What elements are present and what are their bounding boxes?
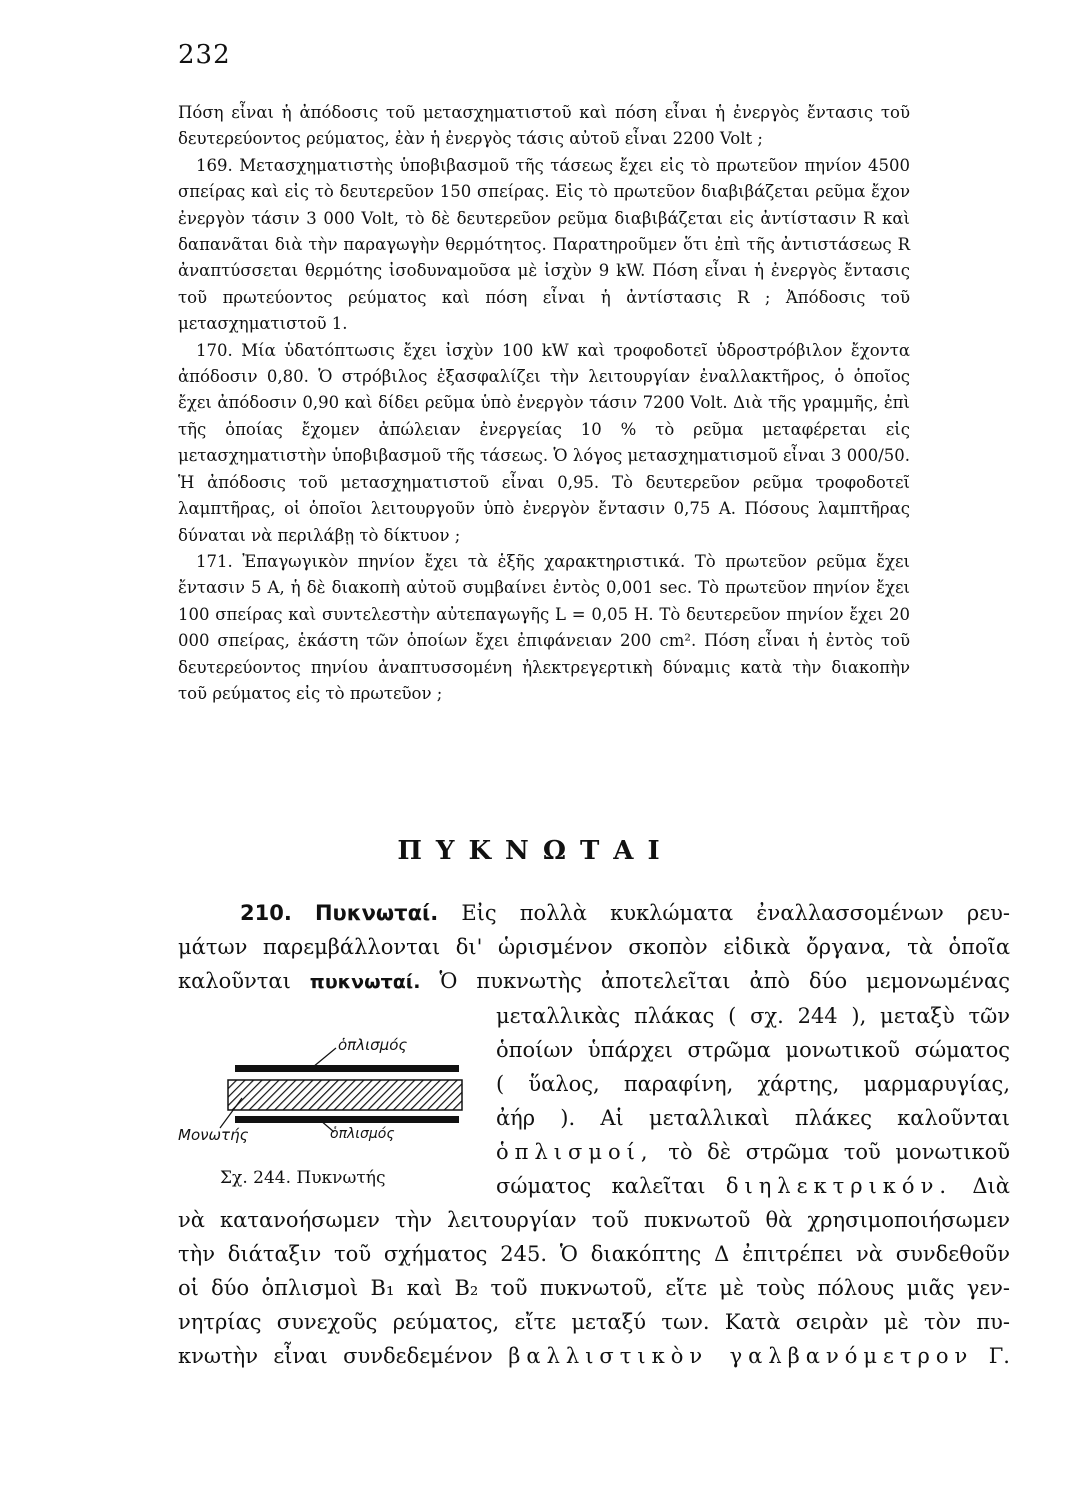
- capacitor-diagram: [178, 1036, 478, 1166]
- capacitor-plate-bottom: [235, 1116, 459, 1123]
- section-line-12: οἱ δύο ὁπλισμοὶ B₁ καὶ B₂ τοῦ πυκνωτοῦ, εἴτε μὲ τοὺς πόλους μιᾶς γεν-: [178, 1276, 1010, 1300]
- section-heading: Πυκνωταί.: [314, 901, 439, 925]
- term-galvanometer: βαλλιστικὸν γαλβανόμετρον: [508, 1344, 974, 1368]
- capacitor-plate-top: [235, 1065, 459, 1072]
- label-monotis: Μονωτής: [178, 1126, 249, 1144]
- section-line-8: ὁπλισμοί, τὸ δὲ στρῶμα τοῦ μονωτικοῦ: [496, 1140, 1010, 1164]
- section-number: 210.: [240, 901, 292, 925]
- page-number: 232: [178, 40, 231, 70]
- section-line-1: 210. Πυκνωταί. Εἰς πολλὰ κυκλώματα ἐναλλασσομένων ρευ-: [240, 901, 1011, 925]
- section-line-5: ὁποίων ὑπάρχει στρῶμα μονωτικοῦ σώματος: [496, 1038, 1010, 1062]
- exercise-170: 170. Μία ὑδατόπτωσις ἔχει ἰσχὺν 100 kW καὶ τροφοδοτεῖ ὑδροστρόβιλον ἔχοντα ἀπόδοσιν 0,80. Ὁ στρόβιλος ἐξασφαλίζει τὴν λειτουργίαν ἐναλλακτῆρος, ὁ ὁποῖος ἔχει ἀπόδοσιν 0,90 καὶ δίδει ρεῦμα ὑπὸ ἐνεργὸν τάσιν 7200 Volt. Διὰ τῆς γραμμῆς, ἐπὶ τῆς ὁποίας ἔχομεν ἀπώλειαν ἐνεργείας 10 % τὸ ρεῦμα μεταφέρεται εἰς μετασχηματιστὴν ὑποβιβασμοῦ τῆς τάσεως. Ὁ λόγος μετασχηματισμοῦ εἶναι 3 000/50. Ἡ ἀπόδοσις τοῦ μετασχηματιστοῦ εἶναι 0,95. Τὸ δευτερεῦον ρεῦμα τροφοδοτεῖ λαμπτῆρας, οἱ ὁποῖοι λειτουργοῦν ὑπὸ ἐνεργὸν ἔντασιν 0,75 A. Πόσους λαμπτῆρας δύναται νὰ περιλάβῃ τὸ δίκτυον ;: [178, 340, 910, 545]
- label-oplismos-bottom: ὁπλισμός: [330, 1126, 395, 1142]
- capacitor-figure: [178, 1036, 478, 1196]
- term-dielektrikon: διηλεκτρικόν.: [725, 1174, 953, 1198]
- section-line-2: μάτων παρεμβάλλονται δι' ὡρισμένον σκοπὸν εἰδικὰ ὄργανα, τὰ ὁποῖα: [178, 935, 1010, 959]
- exercise-168-continuation: Πόση εἶναι ἡ ἀπόδοσις τοῦ μετασχηματιστοῦ καὶ πόση εἶναι ἡ ἐνεργὸς ἔντασις τοῦ δευτερεύοντος ρεύματος, ἐὰν ἡ ἐνεργὸς τάσις αὐτοῦ εἶναι 2200 Volt ;: [178, 103, 910, 149]
- section-line-9: σώματος καλεῖται διηλεκτρικόν. Διὰ: [496, 1174, 1010, 1198]
- section-line-7: ἀήρ ). Αἱ μεταλλικαὶ πλάκες καλοῦνται: [496, 1106, 1010, 1130]
- section-line-6: ( ὕαλος, παραφίνη, χάρτης, μαρμαρυγίας,: [496, 1072, 1010, 1096]
- figure-caption: Σχ. 244. Πυκνωτής: [220, 1168, 386, 1188]
- exercises-block: [178, 100, 910, 707]
- section-line-13: νητρίας συνεχοῦς ρεύματος, εἴτε μεταξύ των. Κατὰ σειρὰν μὲ τὸν πυ-: [178, 1310, 1010, 1334]
- section-line-10: νὰ κατανοήσωμεν τὴν λειτουργίαν τοῦ πυκνωτοῦ θὰ χρησιμοποιήσωμεν: [178, 1208, 1010, 1232]
- term-oplismoi: ὁπλισμοί,: [496, 1140, 654, 1164]
- section-line-3: καλοῦνται πυκνωταί. Ὁ πυκνωτὴς ἀποτελεῖται ἀπὸ δύο μεμονωμένας: [178, 969, 1010, 993]
- term-pyknotai: πυκνωταί.: [309, 971, 421, 993]
- section-line-14: κνωτὴν εἶναι συνδεδεμένον βαλλιστικὸν γαλβανόμετρον Γ.: [178, 1344, 1010, 1368]
- label-oplismos-top: ὁπλισμός: [338, 1036, 408, 1054]
- section-line-11: τὴν διάταξιν τοῦ σχήματος 245. Ὁ διακόπτης Δ ἐπιτρέπει νὰ συνδεθοῦν: [178, 1242, 1010, 1266]
- leader-top: [313, 1048, 336, 1067]
- exercise-169: 169. Μετασχηματιστὴς ὑποβιβασμοῦ τῆς τάσεως ἔχει εἰς τὸ πρωτεῦον πηνίον 4500 σπείρας καὶ εἰς τὸ δευτερεῦον 150 σπείρας. Εἰς τὸ πρωτεῦον διαβιβάζεται ρεῦμα ἔχον ἐνεργὸν τάσιν 3 000 Volt, τὸ δὲ δευτερεῦον ρεῦμα διαβιβάζεται εἰς ἀντίστασιν R καὶ δαπανᾶται διὰ τὴν παραγωγὴν θερμότητος. Παρατηροῦμεν ὅτι ἐπὶ τῆς ἀντιστάσεως R ἀναπτύσσεται θερμότης ἰσοδυναμοῦσα μὲ ἰσχὺν 9 kW. Πόση εἶναι ἡ ἐνεργὸς ἔντασις τοῦ πρωτεύοντος ρεύματος καὶ πόση εἶναι ἡ ἀντίστασις R ; Ἀπόδοσις τοῦ μετασχηματιστοῦ 1.: [178, 155, 910, 334]
- exercise-171: 171. Ἐπαγωγικὸν πηνίον ἔχει τὰ ἑξῆς χαρακτηριστικά. Τὸ πρωτεῦον ρεῦμα ἔχει ἔντασιν 5 A, ἡ δὲ διακοπὴ αὐτοῦ συμβαίνει ἐντὸς 0,001 sec. Τὸ πρωτεῦον πηνίον ἔχει 100 σπείρας καὶ συντελεστὴν αὐτεπαγωγῆς L = 0,05 H. Τὸ δευτερεῦον πηνίον ἔχει 20 000 σπείρας, ἑκάστη τῶν ὁποίων ἔχει ἐπιφάνειαν 200 cm². Πόση εἶναι ἡ ἐντὸς τοῦ δευτερεύοντος πηνίου ἀναπτυσσομένη ἠλεκτρεγερτικὴ δύναμις κατὰ τὴν διακοπὴν τοῦ ρεύματος εἰς τὸ πρωτεῦον ;: [178, 551, 910, 703]
- section-title: ΠΥΚΝΩΤΑΙ: [397, 836, 674, 866]
- section-line-4: μεταλλικὰς πλάκας ( σχ. 244 ), μεταξὺ τῶν: [496, 1004, 1010, 1028]
- capacitor-dielectric: [228, 1080, 462, 1110]
